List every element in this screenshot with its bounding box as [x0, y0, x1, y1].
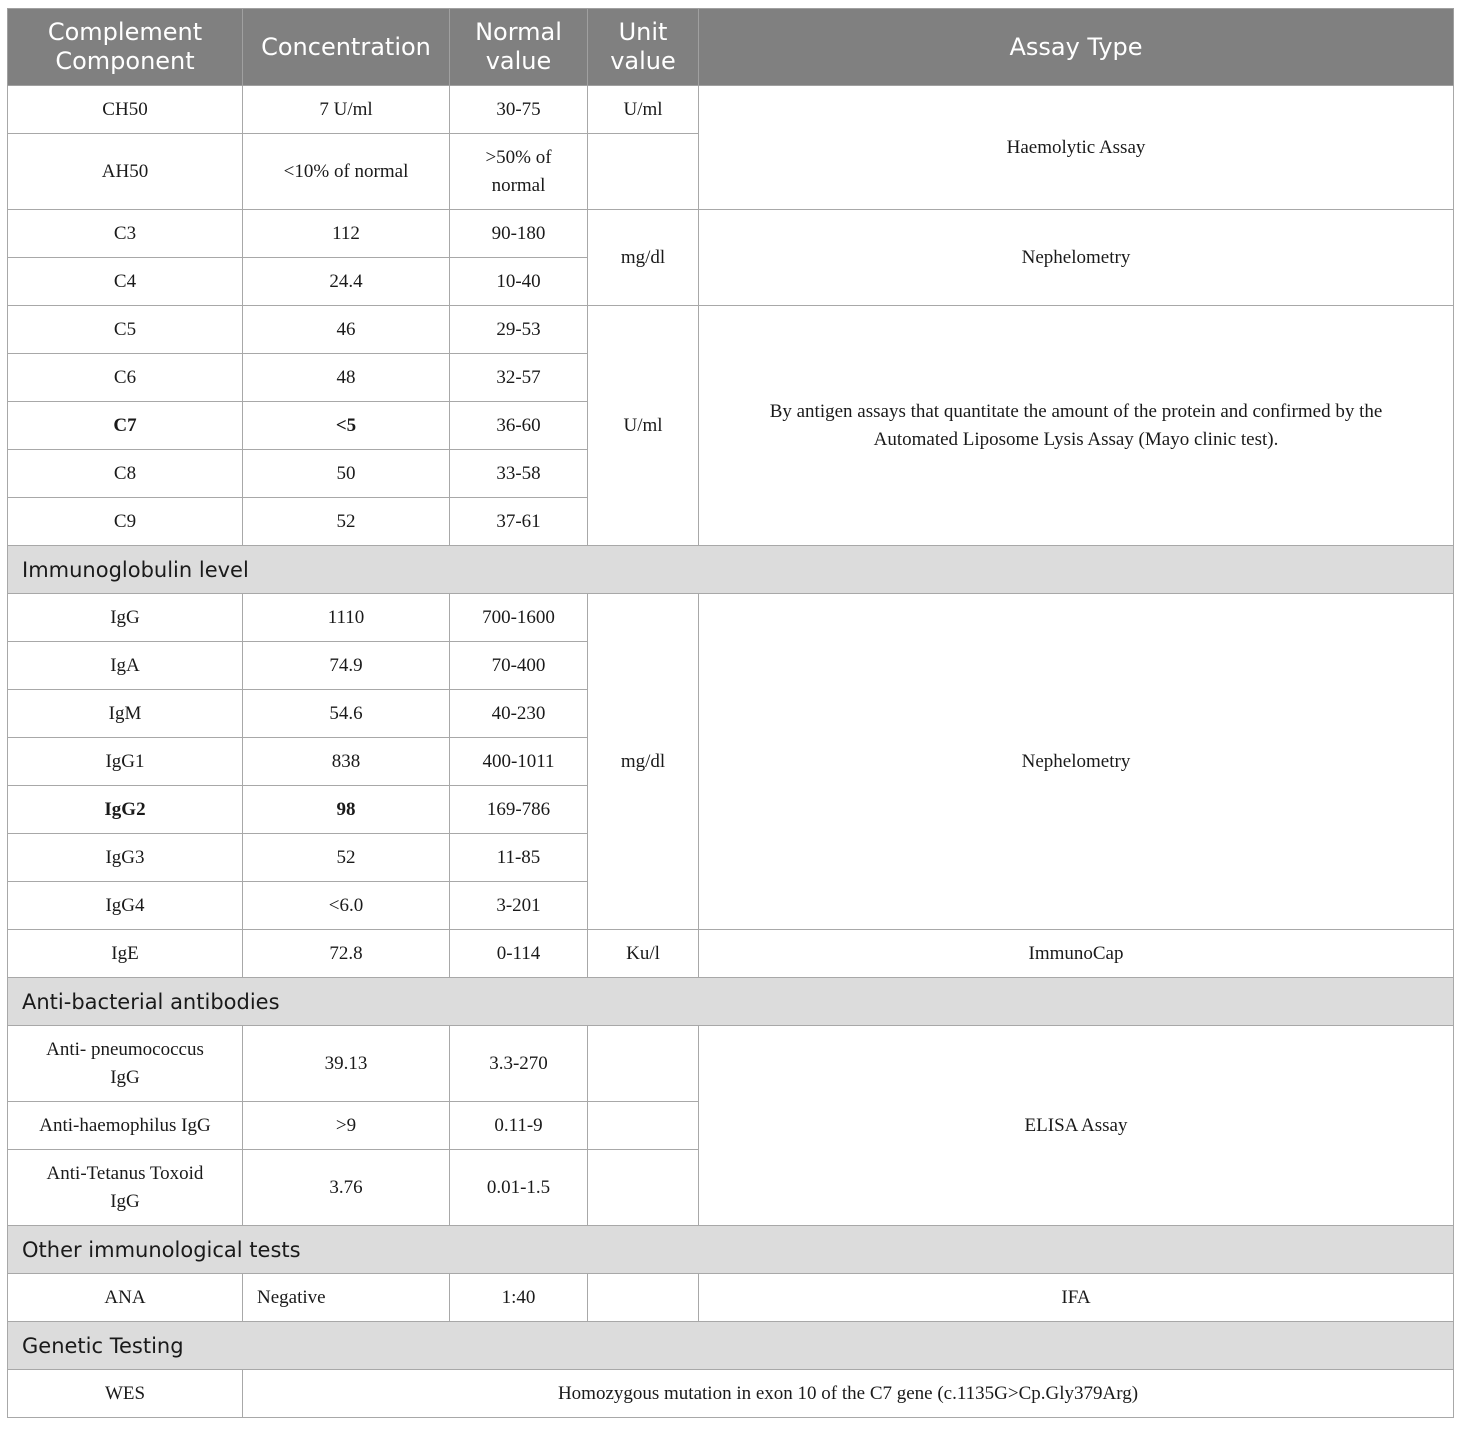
normal-value-cell: 40-230 — [450, 690, 588, 738]
component-cell: Anti-Tetanus Toxoid IgG — [8, 1150, 243, 1226]
normal-value-cell: 32-57 — [450, 354, 588, 402]
normal-value-cell: 1:40 — [450, 1274, 588, 1322]
normal-value-cell: 0-114 — [450, 930, 588, 978]
unit-cell: mg/dl — [588, 594, 699, 930]
concentration-cell: 72.8 — [243, 930, 450, 978]
concentration-cell: 838 — [243, 738, 450, 786]
section-title: Genetic Testing — [8, 1322, 1454, 1370]
header-concentration: Concentration — [243, 9, 450, 86]
unit-cell — [588, 1150, 699, 1226]
unit-cell — [588, 1102, 699, 1150]
normal-value-cell: 33-58 — [450, 450, 588, 498]
component-cell: C9 — [8, 498, 243, 546]
header-unit-value: Unit value — [588, 9, 699, 86]
section-header-immunoglobulin — [8, 546, 1454, 594]
normal-value-cell: 10-40 — [450, 258, 588, 306]
assay-cell: By antigen assays that quantitate the amount of the protein and confirmed by the Automated Liposome Lysis Assay (Mayo clinic test). — [699, 306, 1454, 546]
normal-value-cell: 90-180 — [450, 210, 588, 258]
concentration-cell: 112 — [243, 210, 450, 258]
concentration-cell: 74.9 — [243, 642, 450, 690]
component-cell: CH50 — [8, 86, 243, 134]
concentration-cell: <10% of normal — [243, 134, 450, 210]
section-title: Immunoglobulin level — [8, 546, 1454, 594]
concentration-cell: 98 — [243, 786, 450, 834]
component-cell: WES — [8, 1370, 243, 1418]
component-cell: ANA — [8, 1274, 243, 1322]
normal-value-cell: 30-75 — [450, 86, 588, 134]
section-title: Anti-bacterial antibodies — [8, 978, 1454, 1026]
assay-cell: Nephelometry — [699, 210, 1454, 306]
normal-value-cell: >50% of normal — [450, 134, 588, 210]
normal-value-cell: 0.01-1.5 — [450, 1150, 588, 1226]
header-normal-value: Normal value — [450, 9, 588, 86]
table-row — [8, 86, 1454, 134]
concentration-cell: <6.0 — [243, 882, 450, 930]
component-cell: Anti-haemophilus IgG — [8, 1102, 243, 1150]
component-cell: C8 — [8, 450, 243, 498]
section-header-genetic — [8, 1322, 1454, 1370]
unit-cell: U/ml — [588, 306, 699, 546]
normal-value-cell: 37-61 — [450, 498, 588, 546]
table-row — [8, 1026, 1454, 1102]
unit-cell: mg/dl — [588, 210, 699, 306]
header-component: Complement Component — [8, 9, 243, 86]
concentration-cell: >9 — [243, 1102, 450, 1150]
concentration-cell: 39.13 — [243, 1026, 450, 1102]
normal-value-cell: 3.3-270 — [450, 1026, 588, 1102]
normal-value-cell: 36-60 — [450, 402, 588, 450]
component-cell: C3 — [8, 210, 243, 258]
table-row — [8, 306, 1454, 354]
table-header — [8, 9, 1454, 86]
unit-cell: U/ml — [588, 86, 699, 134]
lab-results-table — [7, 8, 1454, 1418]
normal-value-cell: 400-1011 — [450, 738, 588, 786]
component-cell: IgG3 — [8, 834, 243, 882]
component-cell: C6 — [8, 354, 243, 402]
assay-cell: ImmunoCap — [699, 930, 1454, 978]
genetic-result-cell: Homozygous mutation in exon 10 of the C7 gene (c.1135G>Cp.Gly379Arg) — [243, 1370, 1454, 1418]
concentration-cell: 52 — [243, 498, 450, 546]
concentration-cell: 3.76 — [243, 1150, 450, 1226]
normal-value-cell: 70-400 — [450, 642, 588, 690]
component-cell: IgE — [8, 930, 243, 978]
normal-value-cell: 0.11-9 — [450, 1102, 588, 1150]
concentration-cell: 52 — [243, 834, 450, 882]
component-cell: IgA — [8, 642, 243, 690]
normal-value-cell: 29-53 — [450, 306, 588, 354]
component-cell: IgM — [8, 690, 243, 738]
concentration-cell: 1110 — [243, 594, 450, 642]
component-cell: C4 — [8, 258, 243, 306]
normal-value-cell: 11-85 — [450, 834, 588, 882]
section-title: Other immunological tests — [8, 1226, 1454, 1274]
component-cell: Anti- pneumococcus IgG — [8, 1026, 243, 1102]
table-row — [8, 210, 1454, 258]
assay-cell: Haemolytic Assay — [699, 86, 1454, 210]
table-row — [8, 1274, 1454, 1322]
concentration-cell: Negative — [243, 1274, 450, 1322]
table-row — [8, 594, 1454, 642]
unit-cell — [588, 1274, 699, 1322]
normal-value-cell: 169-786 — [450, 786, 588, 834]
component-cell: C5 — [8, 306, 243, 354]
concentration-cell: 48 — [243, 354, 450, 402]
component-cell: IgG1 — [8, 738, 243, 786]
normal-value-cell: 700-1600 — [450, 594, 588, 642]
component-cell: AH50 — [8, 134, 243, 210]
concentration-cell: 54.6 — [243, 690, 450, 738]
unit-cell — [588, 1026, 699, 1102]
header-assay-type: Assay Type — [699, 9, 1454, 86]
table-row — [8, 1370, 1454, 1418]
component-cell: C7 — [8, 402, 243, 450]
concentration-cell: 7 U/ml — [243, 86, 450, 134]
normal-value-cell: 3-201 — [450, 882, 588, 930]
assay-cell: ELISA Assay — [699, 1026, 1454, 1226]
concentration-cell: <5 — [243, 402, 450, 450]
assay-cell: IFA — [699, 1274, 1454, 1322]
concentration-cell: 46 — [243, 306, 450, 354]
assay-cell: Nephelometry — [699, 594, 1454, 930]
component-cell: IgG — [8, 594, 243, 642]
section-header-antibacterial — [8, 978, 1454, 1026]
section-header-other — [8, 1226, 1454, 1274]
component-cell: IgG2 — [8, 786, 243, 834]
unit-cell: Ku/l — [588, 930, 699, 978]
concentration-cell: 50 — [243, 450, 450, 498]
table-row — [8, 930, 1454, 978]
unit-cell — [588, 134, 699, 210]
component-cell: IgG4 — [8, 882, 243, 930]
concentration-cell: 24.4 — [243, 258, 450, 306]
